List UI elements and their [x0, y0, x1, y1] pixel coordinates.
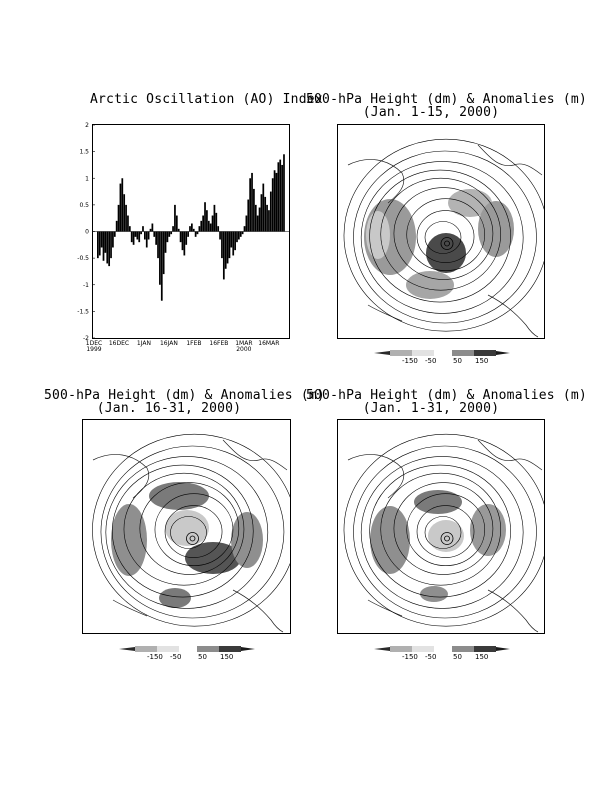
anomaly-shade [159, 588, 191, 608]
ao-ytick-label: 1 [85, 175, 89, 183]
map2-cb-label-50: 50 [198, 653, 207, 660]
map3-cb-label-neg150: -150 [402, 653, 418, 660]
map3-hemisphere-plot [338, 420, 544, 633]
map2-frame [82, 419, 291, 634]
ao-ytick-label: -1.5 [77, 308, 89, 316]
ao-chart-axes [40, 116, 300, 356]
ao-ytick-label: 1.5 [79, 148, 89, 156]
anomaly-shade [406, 271, 454, 299]
ao-xtick-label: 1FEB [186, 340, 202, 347]
map3-cb-label-50: 50 [453, 653, 462, 660]
map1-colorbar [372, 348, 512, 364]
map1-cb-label-neg150: -150 [402, 357, 418, 364]
map3-cb-label-neg50: -50 [425, 653, 437, 660]
map1-cb-label-150: 150 [475, 357, 489, 364]
map2-hemisphere-plot [83, 420, 290, 633]
ao-xtick-label: 16JAN [159, 340, 178, 347]
map1-cb-label-neg50: -50 [425, 357, 437, 364]
anomaly-shade [420, 586, 448, 602]
map1-frame [337, 124, 545, 339]
ao-xtick-label: 1999 [86, 346, 102, 353]
map2-cb-label-neg50: -50 [170, 653, 182, 660]
ao-ytick-label: -0.5 [77, 255, 89, 263]
map3-colorbar [372, 644, 512, 660]
anomaly-shade [478, 201, 514, 257]
map2-title-line1: 500-hPa Height (dm) & Anomalies (m) [44, 388, 325, 403]
map1-cb-label-50: 50 [453, 357, 462, 364]
ao-xtick-label: 16MAR [258, 340, 280, 347]
map2-colorbar [117, 644, 257, 660]
map3-title-line1: 500-hPa Height (dm) & Anomalies (m) [306, 388, 587, 403]
ao-ytick-label: 0.5 [79, 201, 89, 209]
ao-ytick-label: -2 [83, 335, 89, 342]
anomaly-shade [231, 512, 263, 568]
ao-xtick-label: 16FEB [209, 340, 229, 347]
ao-xtick-label: 2000 [236, 346, 252, 353]
ao-xtick-label: 1JAN [136, 340, 151, 347]
ao-xtick-label: 1DEC [85, 340, 103, 347]
map3-frame [337, 419, 545, 634]
anomaly-shade [370, 506, 410, 574]
map2-cb-label-150: 150 [220, 653, 234, 660]
map2-title-line2: (Jan. 16-31, 2000) [96, 401, 242, 416]
map3-title-line2: (Jan. 1-31, 2000) [362, 401, 500, 416]
ao-xtick-label: 16DEC [108, 340, 130, 347]
map2-cb-label-neg150: -150 [147, 653, 163, 660]
ao-ytick-label: -1 [83, 281, 89, 289]
ao-chart-title: Arctic Oscillation (AO) Index [90, 92, 323, 107]
ao-ytick-label: 2 [85, 122, 89, 129]
map3-cb-label-150: 150 [475, 653, 489, 660]
ao-ytick-label: 0 [85, 228, 89, 236]
ao-xtick-label: 1MAR [235, 340, 253, 347]
map1-title-line1: 500-hPa Height (dm) & Anomalies (m) [306, 92, 587, 107]
map1-title-line2: (Jan. 1-15, 2000) [362, 105, 500, 120]
map1-hemisphere-plot [338, 125, 544, 338]
